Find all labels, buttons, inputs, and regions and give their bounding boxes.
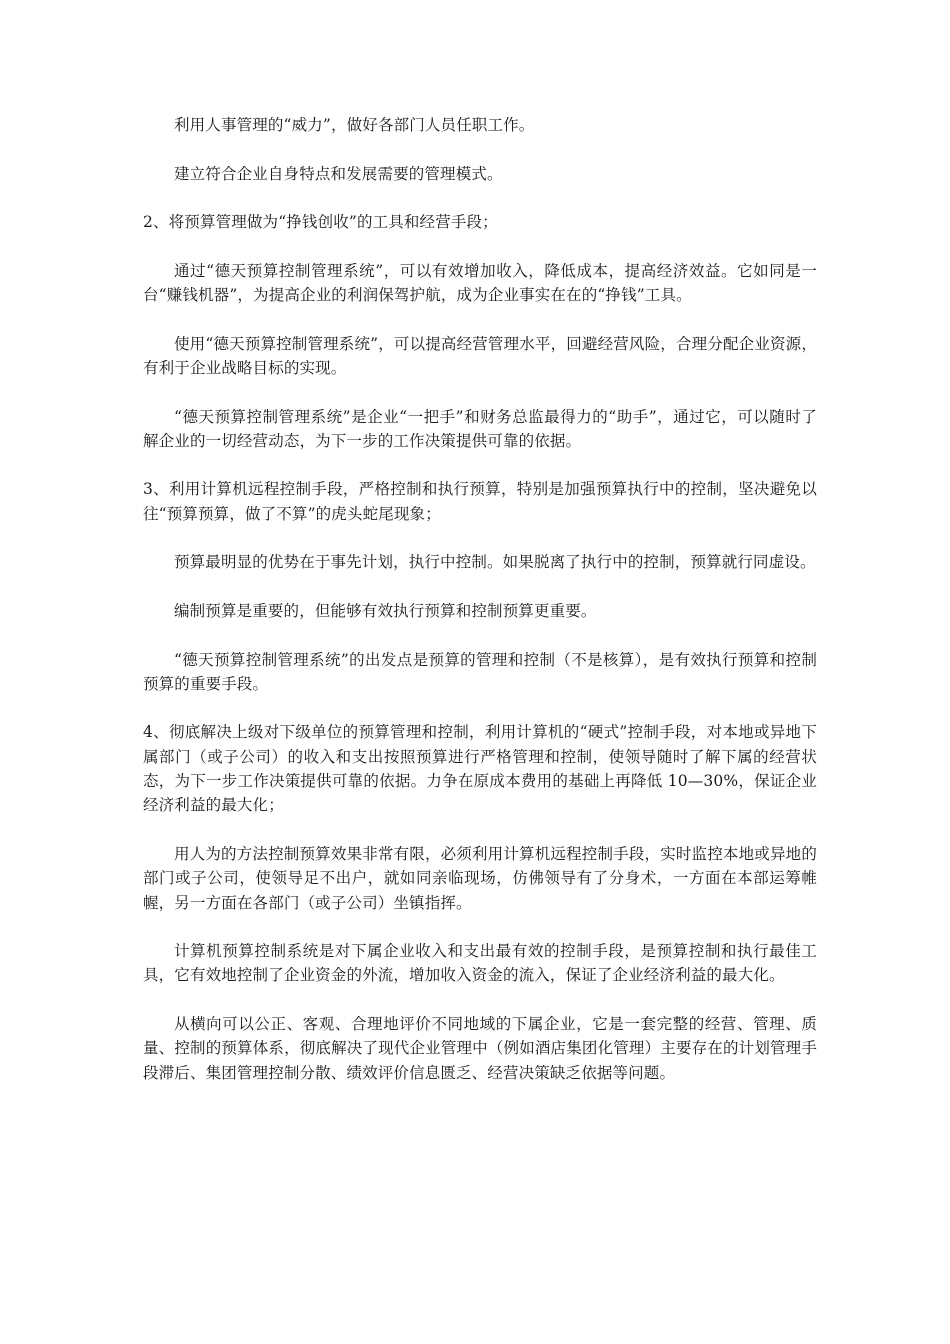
paragraph-point-3: 3、利用计算机远程控制手段，严格控制和执行预算，特别是加强预算执行中的控制，坚决避免以往“预算预算，做了不算”的虎头蛇尾现象； (143, 480, 817, 523)
paragraph-assistant: “德天预算控制管理系统”是企业“一把手”和财务总监最得力的“助手”，通过它，可以随时了解企业的一切经营动态，为下一步的工作决策提供可靠的依据。 (143, 407, 817, 450)
paragraph-execution-importance: 编制预算是重要的，但能够有效执行预算和控制预算更重要。 (174, 601, 597, 620)
paragraph-management-model: 建立符合企业自身特点和发展需要的管理模式。 (174, 164, 503, 183)
paragraph-evaluation-system: 从横向可以公正、客观、合理地评价不同地域的下属企业，它是一套完整的经营、管理、质量、控制的预算体系，彻底解决了现代企业管理中（例如酒店集团化管理）主要存在的计划管理手段滞后、集团管理控制分散、绩效评价信息匮乏、经营决策缺乏依据等问题。 (143, 1014, 817, 1082)
paragraph-remote-monitoring: 用人为的方法控制预算效果非常有限，必须利用计算机远程控制手段，实时监控本地或异地的部门或子公司，使领导足不出户，就如同亲临现场，仿佛领导有了分身术，一方面在本部运筹帷幄，另一方面在各部门（或子公司）坐镇指挥。 (143, 844, 817, 912)
paragraph-control-tool: 计算机预算控制系统是对下属企业收入和支出最有效的控制手段，是预算控制和执行最佳工具，它有效地控制了企业资金的外流，增加收入资金的流入，保证了企业经济利益的最大化。 (143, 942, 817, 985)
paragraph-money-machine: 通过“德天预算控制管理系统”，可以有效增加收入，降低成本，提高经济效益。它如同是一台“赚钱机器”，为提高企业的利润保驾护航，成为企业事实在在的“挣钱”工具。 (143, 261, 817, 305)
document-body (143, 113, 817, 1109)
paragraph-advance-planning: 预算最明显的优势在于事先计划，执行中控制。如果脱离了执行中的控制，预算就行同虚设。 (174, 553, 816, 572)
paragraph-risk-avoidance: 使用“德天预算控制管理系统”，可以提高经营管理水平，回避经营风险，合理分配企业资源，有利于企业战略目标的实现。 (143, 334, 817, 377)
paragraph-system-purpose: “德天预算控制管理系统”的出发点是预算的管理和控制（不是核算），是有效执行预算和控制预算的重要手段。 (143, 650, 817, 693)
paragraph-point-2: 2、将预算管理做为“挣钱创收”的工具和经营手段； (143, 213, 498, 232)
paragraph-hr-appointment: 利用人事管理的“威力”，做好各部门人员任职工作。 (174, 116, 535, 134)
paragraph-point-4: 4、彻底解决上级对下级单位的预算管理和控制，利用计算机的“硬式”控制手段，对本地或异地下属部门（或子公司）的收入和支出按照预算进行严格管理和控制，使领导随时了解下属的经营状态，为下一步工作决策提供可靠的依据。力争在原成本费用的基础上再降低 10—30%，保证企业经济利益的最大化； (143, 723, 817, 815)
